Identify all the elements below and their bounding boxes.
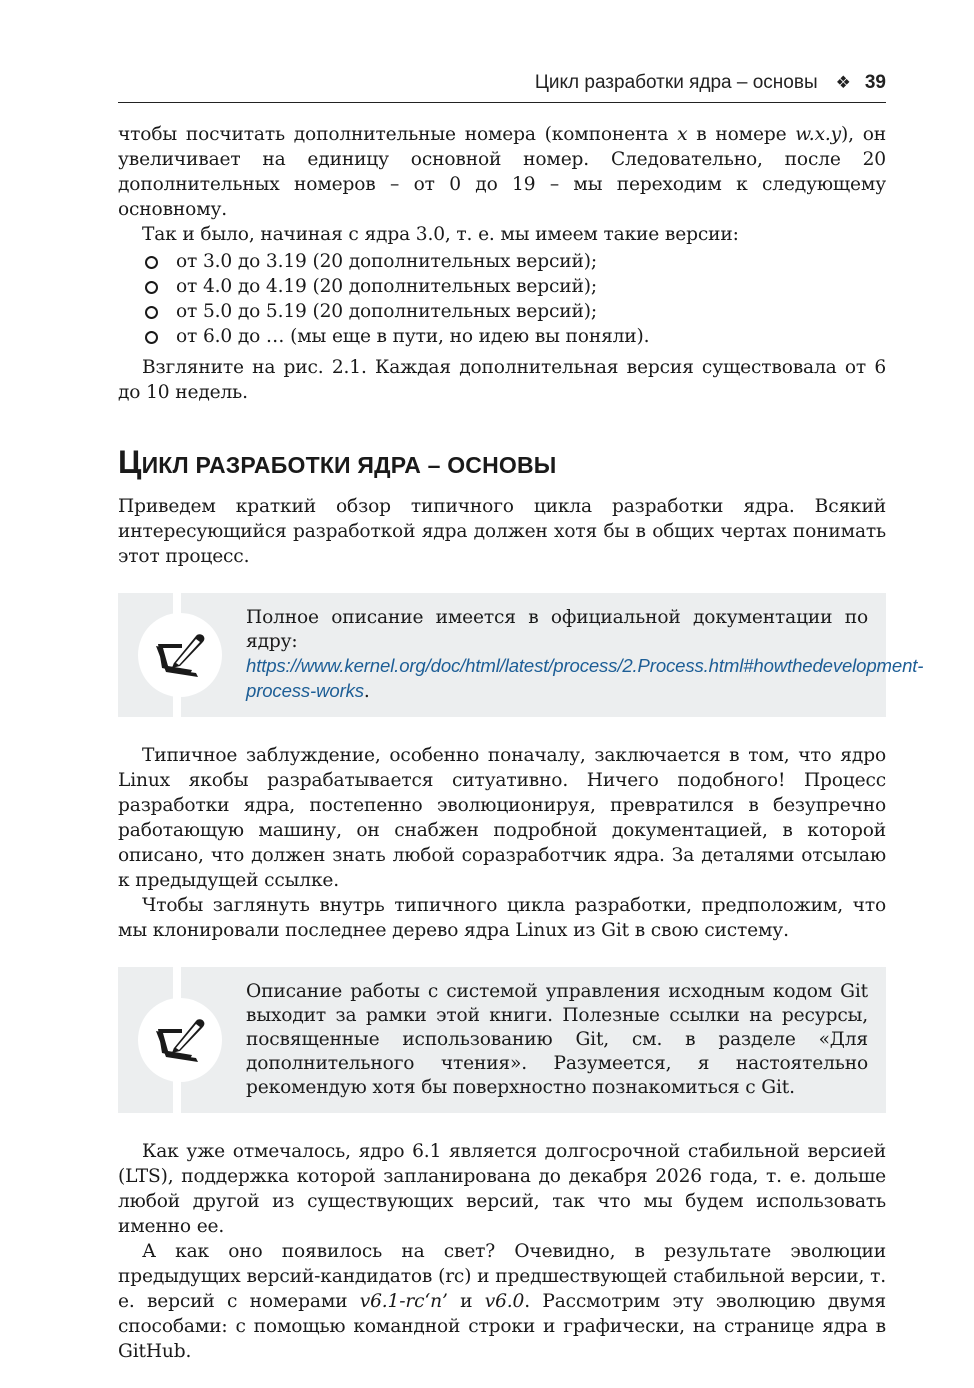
section-paragraph-5: А как оно появилось на свет? Очевидно, в результате эволюции предыдущих версий-кандидатов (rc) и предшествующей стабильной версии, т. е. версий с номерами v6.1-rc‘n’ и v6.0. Рассмотрим эту эволюцию двумя способами: с помощью командной строки и графически, на странице ядра в GitHub. bbox=[118, 1241, 886, 1362]
list-item: от 6.0 до … (мы еще в пути, но идею вы поняли). bbox=[118, 324, 886, 349]
note-text: Полное описание имеется в официальной документации по ядру: https://www.kernel.org/doc/html/latest/process/2.Process.html#howthedevelopment-process-works. bbox=[246, 607, 924, 702]
list-item: от 3.0 до 3.19 (20 дополнительных версий); bbox=[118, 249, 886, 274]
note-icon-badge bbox=[138, 998, 222, 1082]
intro-paragraph-3: Взгляните на рис. 2.1. Каждая дополнительная версия существовала от 6 до 10 недель. bbox=[118, 357, 886, 403]
intro-paragraph-2: Так и было, начиная с ядра 3.0, т. е. мы имеем такие версии: bbox=[142, 224, 739, 245]
pen-on-paper-icon bbox=[152, 630, 208, 680]
intro-paragraph-1: чтобы посчитать дополнительные номера (компонента x в номере w.x.y), он увеличивает на единицу основной номер. Следовательно, после 20 дополнительных номеров – от 0 до 19 – мы переходим к следующему основному. bbox=[118, 124, 886, 220]
page-number: 39 bbox=[864, 72, 886, 93]
pen-on-paper-icon bbox=[152, 1015, 208, 1065]
ornament-icon: ❖ bbox=[835, 73, 851, 92]
bullet-circle-icon bbox=[145, 281, 158, 294]
kernel-docs-link[interactable]: https://www.kernel.org/doc/html/latest/process/2.Process.html#howthedevelopment-process-works bbox=[246, 655, 924, 701]
bullet-circle-icon bbox=[145, 331, 158, 344]
section-heading: ЦИКЛ РАЗРАБОТКИ ЯДРА – ОСНОВЫ bbox=[118, 444, 557, 480]
note-icon-badge bbox=[138, 613, 222, 697]
note-box-git bbox=[118, 967, 886, 1113]
section-paragraph-4: Как уже отмечалось, ядро 6.1 является долгосрочной стабильной версией (LTS), поддержка которой запланирована до декабря 2026 года, т. е. дольше любой другой из существующих версий, так что мы будем использовать именно ее. bbox=[118, 1141, 886, 1237]
section-paragraph-1: Приведем краткий обзор типичного цикла разработки ядра. Всякий интересующийся разработкой ядра должен хотя бы в общих чертах понимать этот процесс. bbox=[118, 496, 886, 567]
note-text: Описание работы с системой управления исходным кодом Git выходит за рамки этой книги. Полезные ссылки на ресурсы, посвященные использованию Git, см. в разделе «Для дополнительного чтения». Разумеется, я настоятельно рекомендую хотя бы поверхностно познакомиться с Git. bbox=[246, 981, 868, 1098]
bullet-circle-icon bbox=[145, 256, 158, 269]
running-header bbox=[118, 72, 886, 103]
section-paragraph-2: Типичное заблуждение, особенно поначалу, заключается в том, что ядро Linux якобы разрабатывается ситуативно. Ничего подобного! Процесс разработки ядра, постепенно эволюционируя, превратился в безупречно работающую машину, он снабжен подробной документацией, в которой описано, что должен знать любой соразработчик ядра. За деталями отсылаю к предыдущей ссылке. bbox=[118, 745, 886, 891]
note-box-documentation bbox=[118, 593, 924, 717]
running-header-title: Цикл разработки ядра – основы bbox=[534, 72, 818, 93]
book-page bbox=[118, 72, 924, 1364]
section-paragraph-3: Чтобы заглянуть внутрь типичного цикла разработки, предположим, что мы клонировали последнее дерево ядра Linux из Git в свою систему. bbox=[118, 895, 886, 941]
list-item: от 5.0 до 5.19 (20 дополнительных версий); bbox=[118, 299, 886, 324]
versions-list bbox=[118, 249, 886, 349]
list-item: от 4.0 до 4.19 (20 дополнительных версий); bbox=[118, 274, 886, 299]
bullet-circle-icon bbox=[145, 306, 158, 319]
